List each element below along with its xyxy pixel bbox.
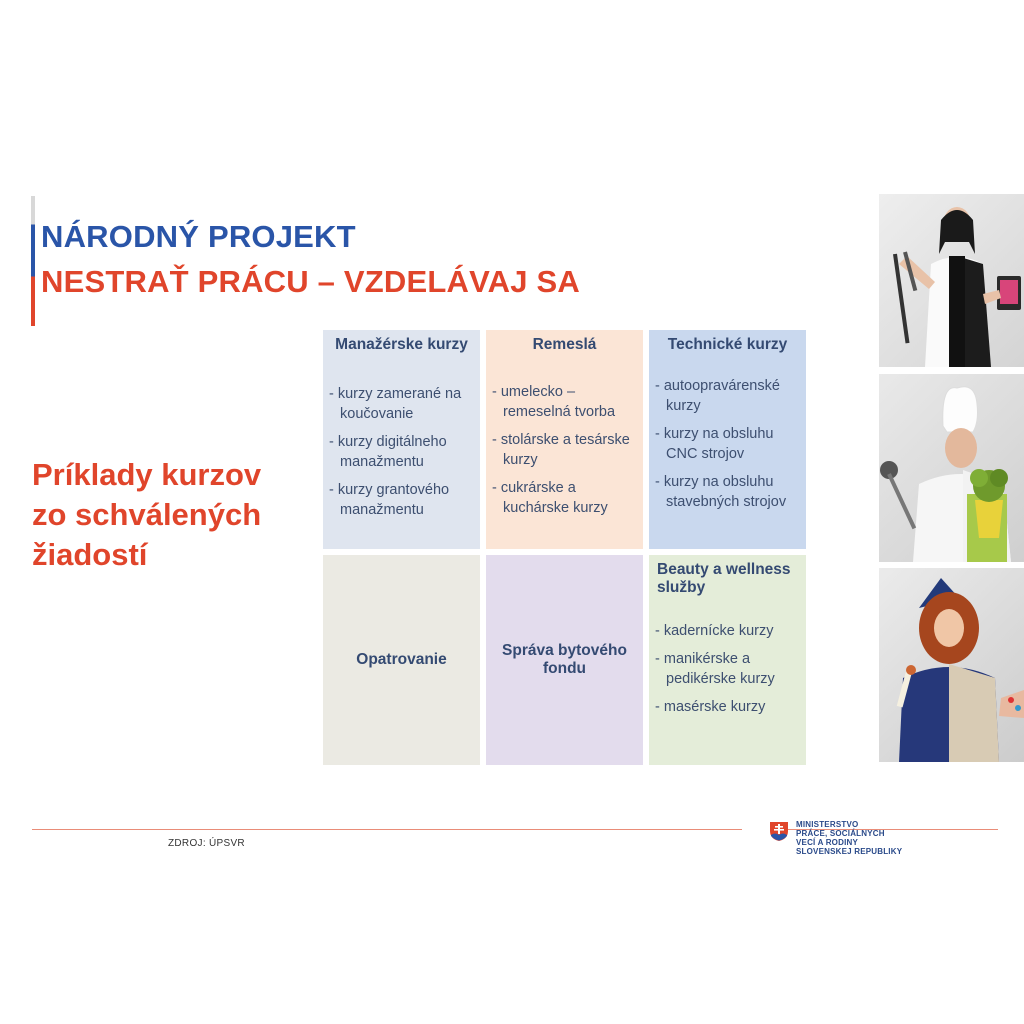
cell-heading: Opatrovanie xyxy=(356,651,447,668)
course-cell-remesla xyxy=(486,330,643,549)
list-item: - kurzy grantového manažmentu xyxy=(329,480,474,520)
list-item: - kurzy na obsluhu stavebných strojov xyxy=(655,472,800,512)
list-item: - umelecko – remeselná tvorba xyxy=(492,382,637,422)
course-cell-beauty xyxy=(649,555,806,765)
list-item: - manikérske a pedikérske kurzy xyxy=(655,649,800,689)
list-item: - kadernícke kurzy xyxy=(655,621,800,641)
list-item: - stolárske a tesárske kurzy xyxy=(492,430,637,470)
footer-divider xyxy=(32,829,742,830)
title-line-2: NESTRAŤ PRÁCU – VZDELÁVAJ SA xyxy=(41,264,580,299)
cell-list xyxy=(655,621,800,717)
course-cell-technicke xyxy=(649,330,806,549)
title-line-1: NÁRODNÝ PROJEKT xyxy=(41,219,356,254)
photo-graduate-artist xyxy=(879,568,1024,762)
coat-of-arms-icon xyxy=(768,820,790,842)
course-cell-manazerske xyxy=(323,330,480,549)
ministry-logo xyxy=(768,820,902,856)
side-heading: Príklady kurzov zo schválených žiadostí xyxy=(32,457,262,572)
cell-list xyxy=(329,384,474,520)
list-item: - kurzy na obsluhu CNC strojov xyxy=(655,424,800,464)
list-item: - cukrárske a kuchárske kurzy xyxy=(492,478,637,518)
source-note: ZDROJ: ÚPSVR xyxy=(168,838,245,849)
photo-woman-tools xyxy=(879,194,1024,367)
ministry-line: PRÁCE, SOCIÁLNYCH xyxy=(796,829,885,838)
title-accent-bar xyxy=(31,196,35,326)
cell-heading: Remeslá xyxy=(532,336,597,353)
cell-heading: Technické kurzy xyxy=(667,336,788,353)
cell-heading: Správa bytového fondu xyxy=(502,642,627,677)
course-cell-sprava xyxy=(486,555,643,765)
ministry-line: SLOVENSKEJ REPUBLIKY xyxy=(796,847,903,856)
cell-heading: Manažérske kurzy xyxy=(335,336,468,353)
ministry-line: VECÍ A RODINY xyxy=(796,838,859,847)
cell-list xyxy=(655,376,800,512)
course-cell-opatrovanie xyxy=(323,555,480,765)
list-item: - kurzy zamerané na koučovanie xyxy=(329,384,474,424)
ministry-name xyxy=(796,820,902,856)
list-item: - kurzy digitálneho manažmentu xyxy=(329,432,474,472)
list-item: - masérske kurzy xyxy=(655,697,800,717)
photo-chef-gardener xyxy=(879,374,1024,562)
ministry-line: MINISTERSTVO xyxy=(796,820,859,829)
cell-heading: Beauty a wellness služby xyxy=(657,561,791,596)
photo-column xyxy=(879,194,1024,762)
list-item: - autoopravárenské kurzy xyxy=(655,376,800,416)
cell-list xyxy=(492,382,637,518)
course-grid xyxy=(323,330,807,765)
